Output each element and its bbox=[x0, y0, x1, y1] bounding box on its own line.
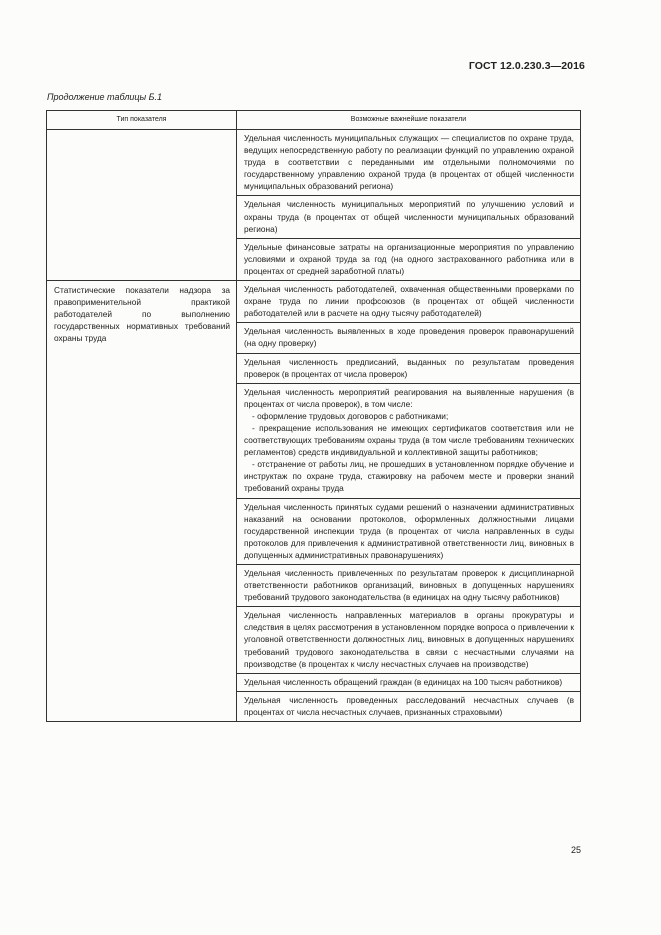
indicator-cell: Удельная численность обращений граждан (в единицах на 100 тысяч работников) bbox=[237, 673, 581, 691]
column-header-indicators: Возможные важнейшие показатели bbox=[237, 111, 581, 130]
measures-item: - прекращение использования не имеющих сертификатов соответствия или не соответствующих требованиям охраны труда (в том числе требованиям технических регламентов) средств индивидуальной и коллективной защиты работников; bbox=[244, 422, 574, 458]
indicator-cell-measures bbox=[237, 383, 581, 498]
indicator-cell: Удельная численность направленных материалов в органы прокуратуры и следствия в целях рассмотрения в установленном порядке вопроса о привлечении к уголовной ответственности должностных лиц, виновных в допущенных нарушениях требований трудового законодательства в связи с несчастными случаями на производстве (в процентах к числу несчастных случаев на производстве) bbox=[237, 607, 581, 673]
measures-intro: Удельная численность мероприятий реагирования на выявленные нарушения (в процентах от числа проверок), в том числе: bbox=[244, 386, 574, 409]
indicator-cell: Удельная численность предписаний, выданных по результатам проведения проверок (в процентах от числа проверок) bbox=[237, 353, 581, 383]
document-code: ГОСТ 12.0.230.3—2016 bbox=[468, 60, 585, 72]
measures-item: - оформление трудовых договоров с работниками; bbox=[252, 410, 449, 421]
table-row bbox=[47, 130, 581, 196]
measures-item: - отстранение от работы лиц, не прошедших в установленном порядке обучение и инструктаж по охране труда, стажировку на рабочем месте и проверки знаний требований охраны труда bbox=[244, 459, 574, 494]
indicator-cell: Удельная численность принятых судами решений о назначении административных наказаний на основании протоколов, оформленных должностными лицами государственной инспекции труда (в процентах от числа направленных в суды протоколов для привлечения к административной ответственности лиц, виновных в допущенных административных правонарушениях) bbox=[237, 498, 581, 564]
indicator-cell: Удельная численность работодателей, охваченная общественными проверками по охране труда по линии профсоюзов (в процентах от общей численности работодателей или в расчете на одну тысячу работодателей) bbox=[237, 281, 581, 323]
indicators-table bbox=[46, 110, 581, 722]
table-row bbox=[47, 281, 581, 323]
column-header-type: Тип показателя bbox=[47, 111, 237, 130]
indicator-type-cell bbox=[47, 130, 237, 281]
table-caption: Продолжение таблицы Б.1 bbox=[47, 92, 163, 102]
indicator-cell: Удельная численность проведенных расследований несчастных случаев (в процентах от числа несчастных случаев, признанных страховыми) bbox=[237, 691, 581, 721]
indicator-cell: Удельная численность привлеченных по результатам проверок к дисциплинарной ответственности работников организаций, виновных в допущенных нарушениях требований трудового законодательства (в единицах на одну тысячу работников) bbox=[237, 565, 581, 607]
indicator-cell: Удельная численность выявленных в ходе проведения проверок правонарушений (на одну проверку) bbox=[237, 323, 581, 353]
indicator-cell: Удельная численность муниципальных мероприятий по улучшению условий и охраны труда (в процентах от общей численности муниципальных образований региона) bbox=[237, 196, 581, 238]
indicator-cell: Удельная численность муниципальных служащих — специалистов по охране труда, ведущих непосредственную работу по реализации функций по управлению охраной труда в соответствии с переданными им отдельными полномочиями по государственному управлению охраной труда (в процентах от общей численности муниципальных образований региона) bbox=[237, 130, 581, 196]
table-header-row bbox=[47, 111, 581, 130]
page-number: 25 bbox=[570, 845, 581, 855]
indicator-type-cell: Статистические показатели надзора за правоприменительной практикой работодателей по выполнению государственных нормативных требований охраны труда bbox=[47, 281, 237, 722]
indicator-cell: Удельные финансовые затраты на организационные мероприятия по управлению условиями и охраной труда за год (на одного застрахованного работника или в процентах от средней заработной платы) bbox=[237, 238, 581, 280]
